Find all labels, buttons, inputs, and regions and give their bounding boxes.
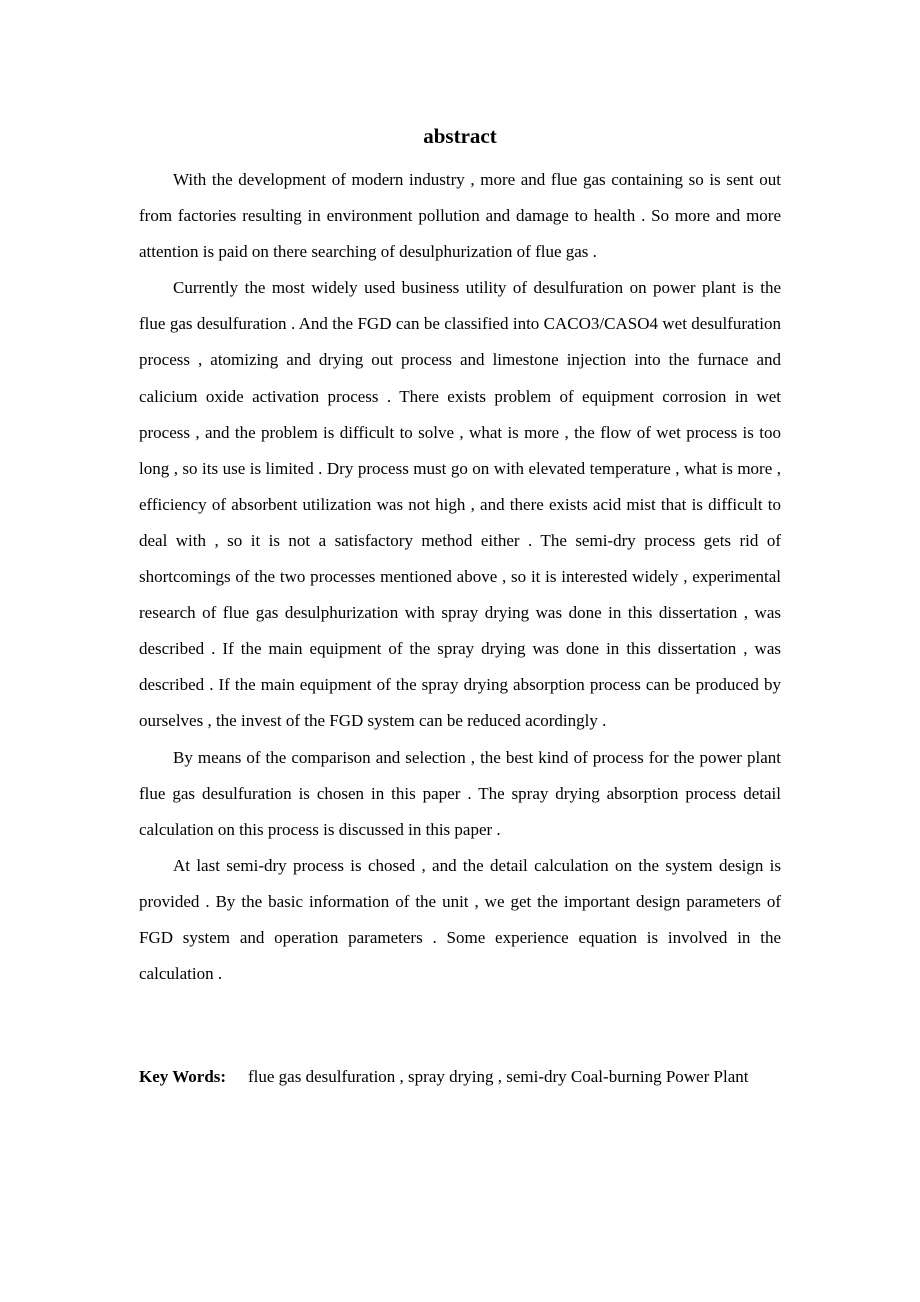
abstract-paragraph-3: By means of the comparison and selection , the best kind of process for the power plant flue gas desulfuration is chosen in this paper . The spray drying absorption process detail calculation on this process is discussed in this paper . [139, 747, 781, 839]
abstract-paragraph-2: Currently the most widely used business utility of desulfuration on power plant is the flue gas desulfuration . And the FGD can be classified into CACO3/CASO4 wet desulfuration process , atomizing and drying out process and limestone injection into the furnace and calicium oxide activation process . There exists problem of equipment corrosion in wet process , and the problem is difficult to solve , what is more , the flow of wet process is too long , so its use is limited . Dry process must go on with elevated temperature , what is more , efficiency of absorbent utilization was not high , and there exists acid mist that is difficult to deal with , so it is not a satisfactory method either . The semi-dry process gets rid of shortcomings of the two processes mentioned above , so it is interested widely , experimental research of flue gas desulphurization with spray drying was done in this dissertation , was described . If the main equipment of the spray drying was done in this dissertation , was described . If the main equipment of the spray drying absorption process can be produced by ourselves , the invest of the FGD system can be reduced acordingly . [139, 278, 781, 731]
keywords-text: flue gas desulfuration , spray drying , semi-dry Coal-burning Power Plant [248, 1067, 749, 1086]
abstract-paragraph-1: With the development of modern industry , more and flue gas containing so is sent out from factories resulting in environment pollution and damage to health . So more and more attention is paid on there searching of desulphurization of flue gas . [139, 170, 781, 262]
abstract-body [139, 162, 781, 992]
abstract-paragraph-4: At last semi-dry process is chosed , and the detail calculation on the system design is provided . By the basic information of the unit , we get the important design parameters of FGD system and operation parameters . Some experience equation is involved in the calculation . [139, 855, 781, 984]
keywords-label: Key Words: [139, 1067, 227, 1086]
abstract-title: abstract [423, 124, 497, 148]
keywords-block [139, 1065, 781, 1089]
